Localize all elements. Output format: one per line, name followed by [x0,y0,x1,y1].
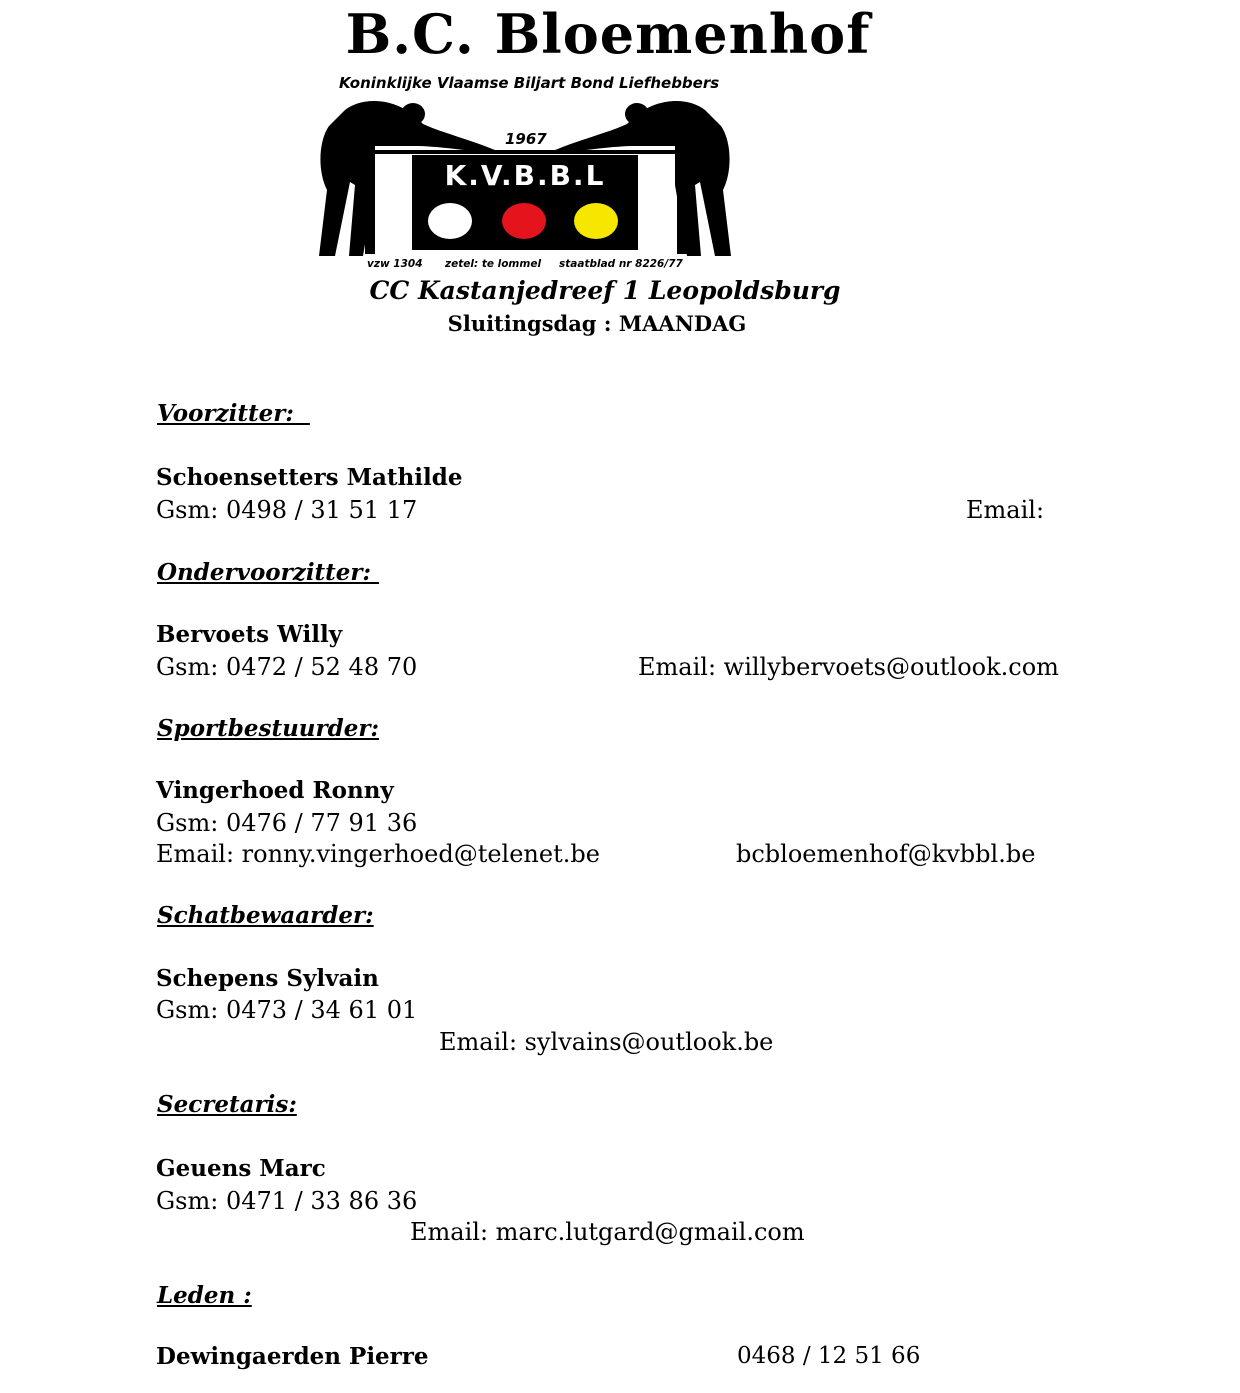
role-sportbestuurder: Sportbestuurder: [157,715,379,742]
logo-board [412,155,638,250]
logo-footer-zetel: zetel: te lommel [445,258,542,270]
logo-board-text: K.V.B.B.L [444,159,606,192]
club-title: B.C. Bloemenhof [345,2,871,66]
email-voorzitter: Email: [966,496,1045,524]
kvbbl-logo [305,70,745,275]
name-ondervoorzitter: Bervoets Willy [156,621,343,648]
role-leden: Leden : [157,1282,252,1309]
gsm-ondervoorzitter: Gsm: 0472 / 52 48 70 [156,653,418,681]
closing-day: Sluitingsdag : MAANDAG [447,311,747,336]
name-voorzitter: Schoensetters Mathilde [156,464,463,491]
logo-footer-vzw: vzw 1304 [367,258,423,270]
email-schatbewaarder: Email: sylvains@outlook.be [439,1028,774,1056]
yellow-ball-icon [574,203,618,239]
name-secretaris: Geuens Marc [156,1155,326,1182]
logo-year: 1967 [505,130,547,148]
gsm-secretaris: Gsm: 0471 / 33 86 36 [156,1187,418,1215]
name-sportbestuurder: Vingerhoed Ronny [156,777,394,804]
email-secretaris: Email: marc.lutgard@gmail.com [410,1218,805,1246]
email-ondervoorzitter: Email: willybervoets@outlook.com [638,653,1059,681]
name-schatbewaarder: Schepens Sylvain [156,965,379,992]
member-name: Dewingaerden Pierre [156,1343,429,1370]
email-club: bcbloemenhof@kvbbl.be [736,840,1036,868]
white-ball-icon [428,203,472,239]
red-ball-icon [502,203,546,239]
gsm-voorzitter: Gsm: 0498 / 31 51 17 [156,496,418,524]
gsm-sportbestuurder: Gsm: 0476 / 77 91 36 [156,809,418,837]
email-sportbestuurder: Email: ronny.vingerhoed@telenet.be [156,840,600,868]
role-schatbewaarder: Schatbewaarder: [157,902,374,929]
address: CC Kastanjedreef 1 Leopoldsburg [369,276,841,305]
logo-footer-staatsblad: staatblad nr 8226/77 [559,258,683,270]
role-voorzitter: Voorzitter: [157,400,310,427]
member-phone: 0468 / 12 51 66 [737,1343,921,1369]
logo-tagline: Koninklijke Vlaamse Biljart Bond Liefhebbers [339,74,720,92]
gsm-schatbewaarder: Gsm: 0473 / 34 61 01 [156,996,418,1024]
role-ondervoorzitter: Ondervoorzitter: [157,559,380,586]
role-secretaris: Secretaris: [157,1091,297,1118]
